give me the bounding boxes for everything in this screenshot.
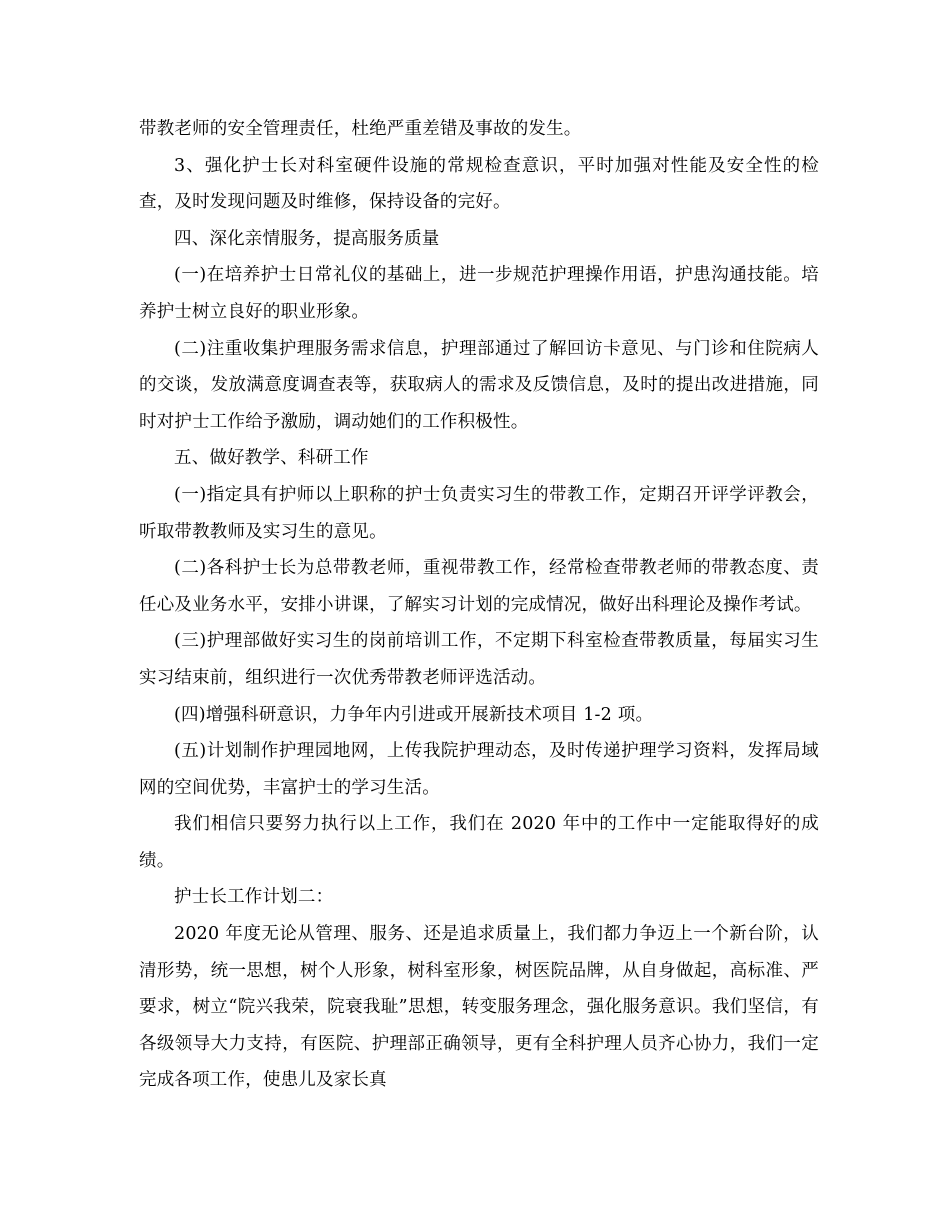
paragraph: (一)指定具有护师以上职称的护士负责实习生的带教工作，定期召开评学评教会，听取带教教师及实习生的意见。 <box>139 484 819 542</box>
paragraph: 2020 年度无论从管理、服务、还是追求质量上，我们都力争迈上一个新台阶，认清形势，统一思想，树个人形象，树科室形象，树医院品牌，从自身做起，高标准、严要求，树立“院兴我荣，院衰我耻”思想，转变服务理念，强化服务意识。我们坚信，有各级领导大力支持，有医院、护理部正确领导，更有全科护理人员齐心协力，我们一定完成各项工作，使患儿及家长真 <box>139 924 819 1091</box>
paragraph: (五)计划制作护理园地网，上传我院护理动态，及时传递护理学习资料，发挥局域网的空间优势，丰富护士的学习生活。 <box>139 741 819 798</box>
section-heading: 护士长工作计划二： <box>174 887 334 908</box>
paragraph: 带教老师的安全管理责任，杜绝严重差错及事故的发生。 <box>139 119 582 139</box>
paragraph: 我们相信只要努力执行以上工作，我们在 2020 年中的工作中一定能取得好的成绩。 <box>139 814 819 871</box>
paragraph: (二)注重收集护理服务需求信息，护理部通过了解回访卡意见、与门诊和住院病人的交谈，发放满意度调查表等，获取病人的需求及反馈信息，及时的提出改进措施，同时对护士工作给予激励，调动她们的工作积极性。 <box>139 338 819 432</box>
paragraph: (二)各科护士长为总带教老师，重视带教工作，经常检查带教老师的带教态度、责任心及业务水平，安排小讲课，了解实习计划的完成情况，做好出科理论及操作考试。 <box>139 558 819 615</box>
paragraph: (三)护理部做好实习生的岗前培训工作，不定期下科室检查带教质量，每届实习生实习结束前，组织进行一次优秀带教老师评选活动。 <box>139 631 819 688</box>
section-heading: 五、做好教学、科研工作 <box>174 448 369 469</box>
paragraph: 3、强化护士长对科室硬件设施的常规检查意识，平时加强对性能及安全性的检查，及时发现问题及时维修，保持设备的完好。 <box>139 155 819 213</box>
section-heading: 四、深化亲情服务，提高服务质量 <box>174 228 440 249</box>
paragraph: (四)增强科研意识，力争年内引进或开展新技术项目 1-2 项。 <box>174 704 654 725</box>
paragraph: (一)在培养护士日常礼仪的基础上，进一步规范护理操作用语，护患沟通技能。培养护士树立良好的职业形象。 <box>139 265 819 322</box>
document-body <box>139 111 819 1099</box>
